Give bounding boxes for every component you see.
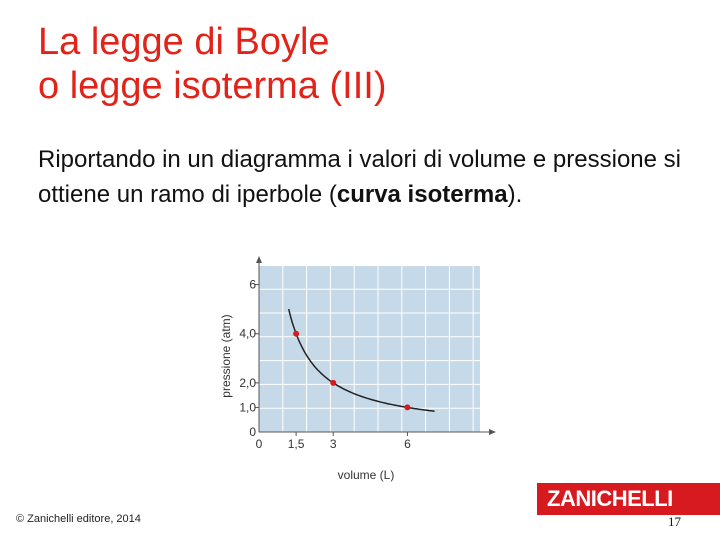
x-tick-label: 1,5 xyxy=(287,437,305,451)
zanichelli-logo: ZANICHELLI xyxy=(537,483,720,515)
y-axis-arrow xyxy=(256,256,262,263)
body-text-bold-term: curva isoterma xyxy=(336,181,508,208)
title-line-2: o legge isoterma (III) xyxy=(38,65,387,107)
body-text-end: ). xyxy=(507,181,523,208)
x-tick-label: 0 xyxy=(255,437,263,451)
data-point xyxy=(293,331,299,337)
y-tick-label: 6 xyxy=(249,277,256,292)
y-tick-label: 0 xyxy=(249,425,256,439)
x-tick-label: 3 xyxy=(329,437,337,451)
title-line-1: La legge di Boyle xyxy=(38,21,330,63)
x-axis-label: volume (L) xyxy=(337,468,395,482)
data-point xyxy=(330,380,336,386)
body-text-start: Riportando in un diagramma i valori di volume e pressione si ottiene un ramo di iperbole ( xyxy=(38,146,681,208)
copyright-text: © Zanichelli editore, 2014 xyxy=(16,513,141,525)
y-tick-label: 2,0 xyxy=(239,375,256,390)
x-tick-label: 6 xyxy=(404,437,411,451)
plot-background xyxy=(259,266,480,432)
y-tick-label: 4,0 xyxy=(239,326,256,341)
y-tick-label: 1,0 xyxy=(239,400,256,415)
x-axis-arrow xyxy=(489,429,496,435)
y-axis-label: pressione (atm) xyxy=(219,314,233,398)
data-point xyxy=(404,404,410,410)
page-number: 17 xyxy=(668,514,681,529)
